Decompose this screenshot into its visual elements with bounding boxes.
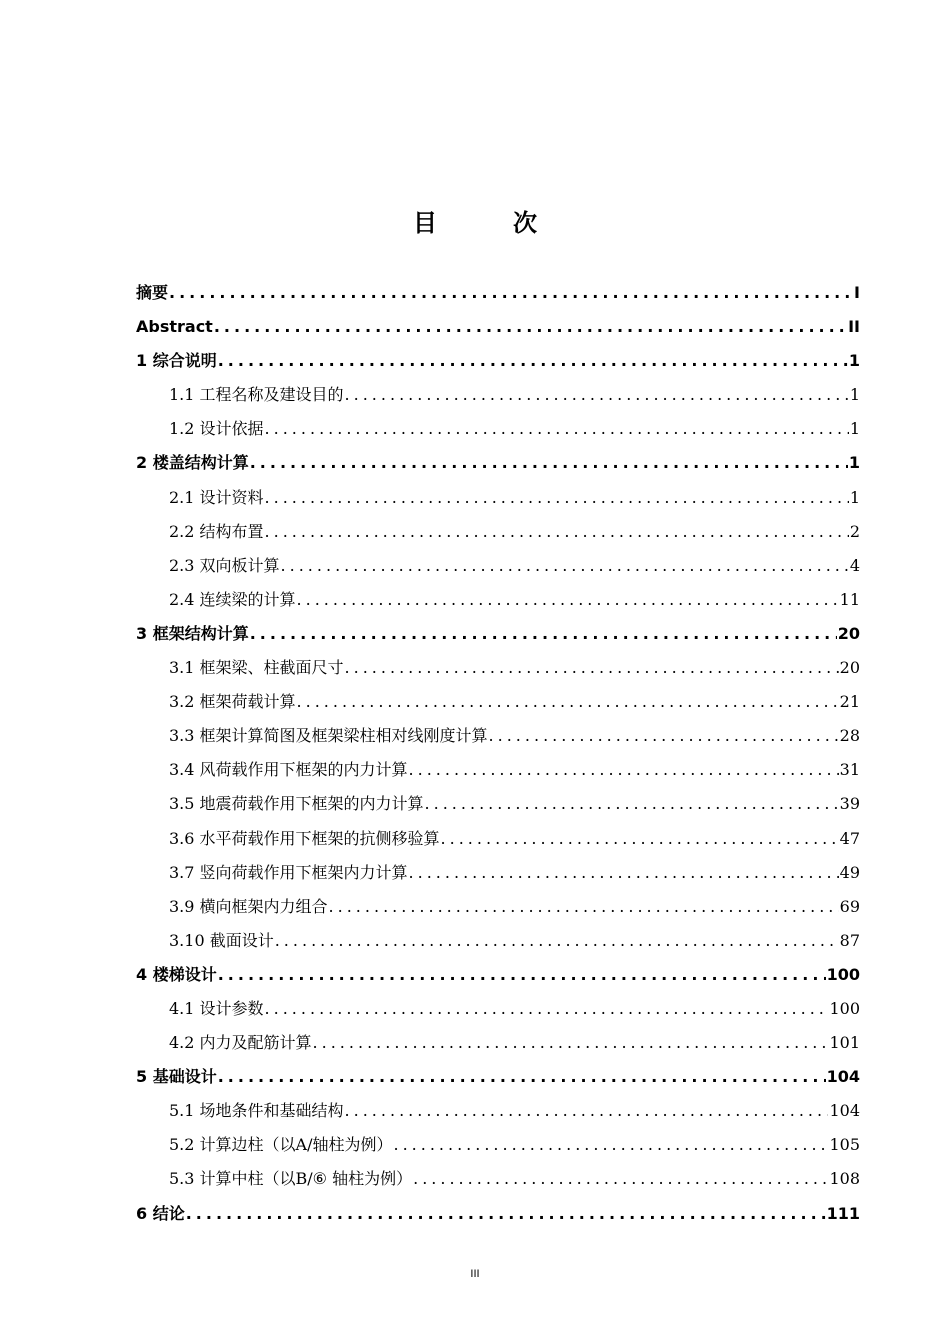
toc-entry-page: 108 [829,1169,860,1189]
toc-entry[interactable] [136,651,860,685]
toc-entry[interactable] [136,583,860,617]
toc-entry-label: 5.3 计算中柱（以B/⑥ 轴柱为例） [169,1169,413,1189]
toc-entry-page: 20 [837,623,860,643]
toc-entry[interactable] [136,924,860,958]
toc-dot-leader [313,1026,829,1060]
toc-dot-leader [409,753,839,787]
page-number: III [470,1268,480,1280]
toc-entry-page: 105 [829,1135,860,1155]
toc-dot-leader [425,787,839,821]
toc-entry-label: 3 框架结构计算 [136,623,249,643]
toc-dot-leader [345,1094,829,1128]
toc-entry-label: 4 楼梯设计 [136,964,217,984]
toc-entry[interactable] [136,1094,860,1128]
toc-entry[interactable] [136,753,860,787]
toc-dot-leader [214,310,847,344]
toc-dot-leader [297,685,839,719]
toc-entry-page: 49 [839,862,860,882]
toc-dot-leader [297,583,839,617]
toc-entry-label: 5.1 场地条件和基础结构 [169,1101,344,1121]
toc-entry[interactable] [136,515,860,549]
toc-dot-leader [186,1197,826,1231]
toc-entry-label: 3.10 截面设计 [169,930,274,950]
toc-entry-label: 3.1 框架梁、柱截面尺寸 [169,658,344,678]
toc-entry-label: 摘要 [136,283,169,302]
toc-entry[interactable] [136,1026,860,1060]
toc-entry[interactable] [136,822,860,856]
toc-entry[interactable] [136,276,860,310]
toc-entry-page: 2 [849,521,860,541]
toc-entry-label: 2.4 连续梁的计算 [169,589,296,609]
toc-entry-page: 69 [839,896,860,916]
toc-dot-leader [275,924,839,958]
toc-entry-page: 21 [839,692,860,712]
toc-entry[interactable] [136,856,860,890]
toc-entry-label: 2.3 双向板计算 [169,555,280,575]
toc-dot-leader [413,1162,828,1196]
toc-entry-page: 11 [839,589,860,609]
toc-entry[interactable] [136,617,860,651]
toc-entry-label: 3.4 风荷载作用下框架的内力计算 [169,760,408,780]
toc-dot-leader [265,515,849,549]
toc-dot-leader [218,344,848,378]
toc-entry-page: 1 [848,453,860,473]
toc-entry-label: 4.2 内力及配筋计算 [169,1033,312,1053]
toc-entry-page: 104 [826,1067,860,1087]
toc-dot-leader [265,412,849,446]
toc-entry-label: 2 楼盖结构计算 [136,453,249,473]
toc-entry-page: 111 [826,1203,860,1223]
toc-entry-page: II [848,317,860,337]
toc-entry[interactable] [136,446,860,480]
toc-dot-leader [281,549,849,583]
toc-entry-page: 1 [849,419,860,439]
toc-entry-label: 6 结论 [136,1203,185,1223]
toc-dot-leader [218,958,826,992]
toc-entry-page: 101 [829,1033,860,1053]
toc-entry[interactable] [136,1128,860,1162]
toc-entry-label: 3.6 水平荷载作用下框架的抗侧移验算 [169,828,440,848]
toc-entry[interactable] [136,890,860,924]
toc-entry-label: 1.1 工程名称及建设目的 [169,385,344,405]
toc-entry-page: 104 [829,1101,860,1121]
toc-entry-page: 4 [849,555,860,575]
toc-entry-label: 3.5 地震荷载作用下框架的内力计算 [169,794,424,814]
toc-dot-leader [250,617,837,651]
toc-entry[interactable] [136,1197,860,1231]
toc-entry-label: 1.2 设计依据 [169,419,264,439]
toc-dot-leader [169,276,853,310]
toc-entry-label: 3.7 竖向荷载作用下框架内力计算 [169,862,408,882]
toc-entry[interactable] [136,787,860,821]
toc-entry-page: 100 [826,964,860,984]
toc-entry-label: 5.2 计算边柱（以A/轴柱为例） [169,1135,393,1155]
toc-entry[interactable] [136,310,860,344]
toc-entry[interactable] [136,481,860,515]
toc-entry[interactable] [136,719,860,753]
toc-entry[interactable] [136,992,860,1026]
toc-entry-label: Abstract [136,317,213,337]
toc-dot-leader [329,890,839,924]
toc-entry-page: 1 [849,487,860,507]
toc-dot-leader [345,378,849,412]
toc-dot-leader [409,856,839,890]
toc-dot-leader [218,1060,826,1094]
toc-dot-leader [489,719,839,753]
toc-entry-label: 4.1 设计参数 [169,998,264,1018]
toc-dot-leader [345,651,839,685]
toc-entry-page: 1 [849,385,860,405]
toc-entry-label: 3.9 横向框架内力组合 [169,896,328,916]
toc-entry-page: 47 [839,828,860,848]
toc-entry-page: 100 [829,998,860,1018]
toc-entry[interactable] [136,378,860,412]
toc-entry[interactable] [136,344,860,378]
toc-entry-page: 28 [839,726,860,746]
toc-entry-label: 2.2 结构布置 [169,521,264,541]
toc-entry-label: 5 基础设计 [136,1067,217,1087]
toc-entry-label: 3.2 框架荷载计算 [169,692,296,712]
toc-entry-page: 87 [839,930,860,950]
toc-entry-label: 3.3 框架计算简图及框架梁柱相对线刚度计算 [169,726,488,746]
toc-entry[interactable] [136,412,860,446]
toc-entry[interactable] [136,685,860,719]
toc-entry-page: 1 [848,351,860,371]
toc-entry[interactable] [136,1060,860,1094]
toc-dot-leader [265,992,829,1026]
toc-entry-label: 2.1 设计资料 [169,487,264,507]
page-title: 目 次 [413,209,563,237]
toc-entry-page: 39 [839,794,860,814]
toc-dot-leader [265,481,849,515]
toc-entry[interactable] [136,549,860,583]
toc-entry-page: I [854,283,860,302]
toc-dot-leader [441,822,839,856]
toc-entry[interactable] [136,958,860,992]
toc-entry[interactable] [136,1162,860,1196]
toc-entry-label: 1 综合说明 [136,351,217,371]
toc-entry-page: 31 [839,760,860,780]
toc-entry-page: 20 [839,658,860,678]
table-of-contents [136,276,860,1231]
toc-dot-leader [393,1128,828,1162]
toc-dot-leader [250,446,848,480]
